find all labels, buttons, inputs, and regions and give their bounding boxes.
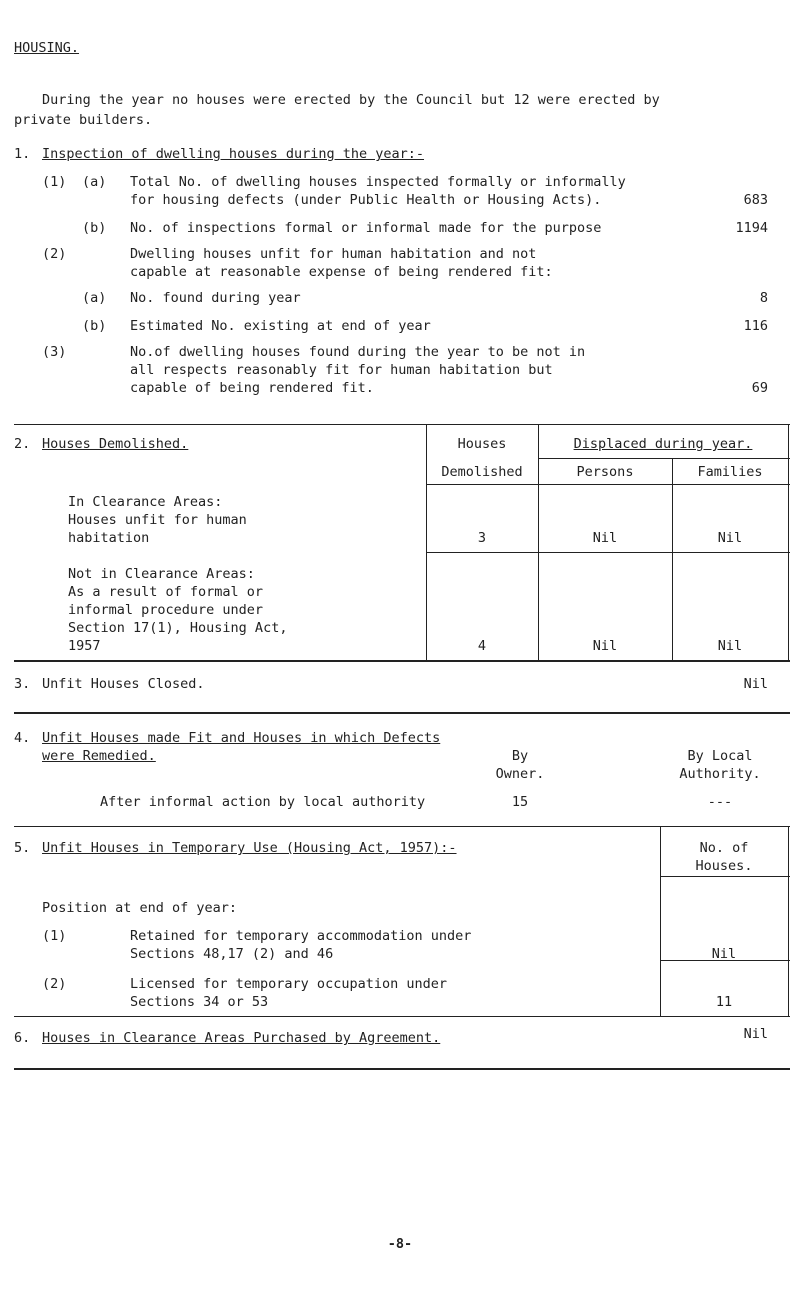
page-heading: HOUSING. [14,40,80,56]
item-2-text-2: capable at reasonable expense of being rendered fit: [130,264,553,280]
column-header-number: No. of [699,840,749,856]
s5-item-1-text-1: Retained for temporary accommodation under [130,928,472,944]
item-2a-label: (a) [82,290,107,306]
section-1-title: Inspection of dwelling houses during the year:- [42,146,425,162]
column-header-persons: Persons [576,464,634,480]
table-rule [660,876,790,877]
table-rule [788,826,789,1016]
s5-item-1-number: (1) [42,928,67,944]
column-header-owner: By [511,748,529,764]
s5-item-1-value: Nil [711,946,737,962]
table-rule [426,484,790,485]
item-1a-value: 683 [743,192,768,208]
column-header-families: Families [697,464,763,480]
item-2-number: (2) [42,246,67,262]
divider [14,826,790,827]
row-1-persons: Nil [592,530,618,546]
section-6-value: Nil [743,1026,768,1042]
intro-line-2: private builders. [14,112,153,128]
item-3-text-1: No.of dwelling houses found during the year to be not in [130,344,586,360]
section-4-title-2: were Remedied. [42,748,156,764]
section-3-value: Nil [743,676,768,692]
item-1b-label: (b) [82,220,107,236]
row-2-label-4: Section 17(1), Housing Act, [68,620,288,636]
section-4-owner-value: 15 [511,794,529,810]
row-2-persons: Nil [592,638,618,654]
row-2-label-5: 1957 [68,638,101,654]
column-header-houses-2: Demolished [441,464,523,480]
table-rule [538,458,790,459]
divider [14,1016,790,1017]
item-1b-text: No. of inspections formal or informal made for the purpose [130,220,602,236]
item-3-text-2: all respects reasonably fit for human habitation but [130,362,553,378]
row-1-families: Nil [717,530,743,546]
divider [14,1068,790,1070]
row-1-label-3: habitation [68,530,150,546]
section-6-title: Houses in Clearance Areas Purchased by Agreement. [42,1030,441,1046]
row-2-label-1: Not in Clearance Areas: [68,566,255,582]
item-1a-label: (a) [82,174,107,190]
section-4-local-value: --- [707,794,733,810]
item-2b-text: Estimated No. existing at end of year [130,318,431,334]
section-1-number: 1. [14,146,31,162]
section-5-number: 5. [14,840,31,856]
table-rule [788,424,789,662]
s5-item-2-number: (2) [42,976,67,992]
s5-item-2-value: 11 [715,994,733,1010]
row-1-houses: 3 [477,530,487,546]
item-3-value: 69 [751,380,768,396]
item-2-text-1: Dwelling houses unfit for human habitation and not [130,246,537,262]
divider [14,424,790,425]
item-1a-text-2: for housing defects (under Public Health or Housing Acts). [130,192,602,208]
table-rule [426,552,790,553]
item-3-number: (3) [42,344,67,360]
page-number: -8- [387,1236,413,1252]
position-label: Position at end of year: [42,900,238,916]
row-2-families: Nil [717,638,743,654]
row-2-houses: 4 [477,638,487,654]
s5-item-2-text-1: Licensed for temporary occupation under [130,976,447,992]
section-3-number: 3. [14,676,31,692]
item-2b-value: 116 [743,318,768,334]
section-2-title: Houses Demolished. [42,436,189,452]
column-header-local-2: Authority. [679,766,761,782]
item-1-number: (1) [42,174,67,190]
column-header-local: By Local [687,748,753,764]
s5-item-1-text-2: Sections 48,17 (2) and 46 [130,946,334,962]
divider [14,712,790,714]
section-4-number: 4. [14,730,31,746]
column-header-displaced: Displaced during year. [573,436,753,452]
item-3-text-3: capable of being rendered fit. [130,380,374,396]
section-2-number: 2. [14,436,31,452]
section-3-title: Unfit Houses Closed. [42,676,205,692]
item-2b-label: (b) [82,318,107,334]
column-header-houses-5: Houses. [695,858,753,874]
item-2a-text: No. found during year [130,290,301,306]
item-1b-value: 1194 [735,220,768,236]
column-header-owner-2: Owner. [495,766,545,782]
row-1-label-1: In Clearance Areas: [68,494,223,510]
intro-line-1: During the year no houses were erected by the Council but 12 were erected by [42,92,660,108]
row-2-label-2: As a result of formal or [68,584,264,600]
row-2-label-3: informal procedure under [68,602,264,618]
section-4-title-1: Unfit Houses made Fit and Houses in which Defects [42,730,441,746]
s5-item-2-text-2: Sections 34 or 53 [130,994,269,1010]
item-1a-text-1: Total No. of dwelling houses inspected formally or informally [130,174,626,190]
section-6-number: 6. [14,1030,31,1046]
divider [14,660,790,662]
item-2a-value: 8 [759,290,768,306]
table-rule [672,458,673,662]
section-4-row-label: After informal action by local authority [100,794,426,810]
column-header-houses: Houses [457,436,507,452]
section-5-title: Unfit Houses in Temporary Use (Housing Act, 1957):- [42,840,457,856]
row-1-label-2: Houses unfit for human [68,512,247,528]
